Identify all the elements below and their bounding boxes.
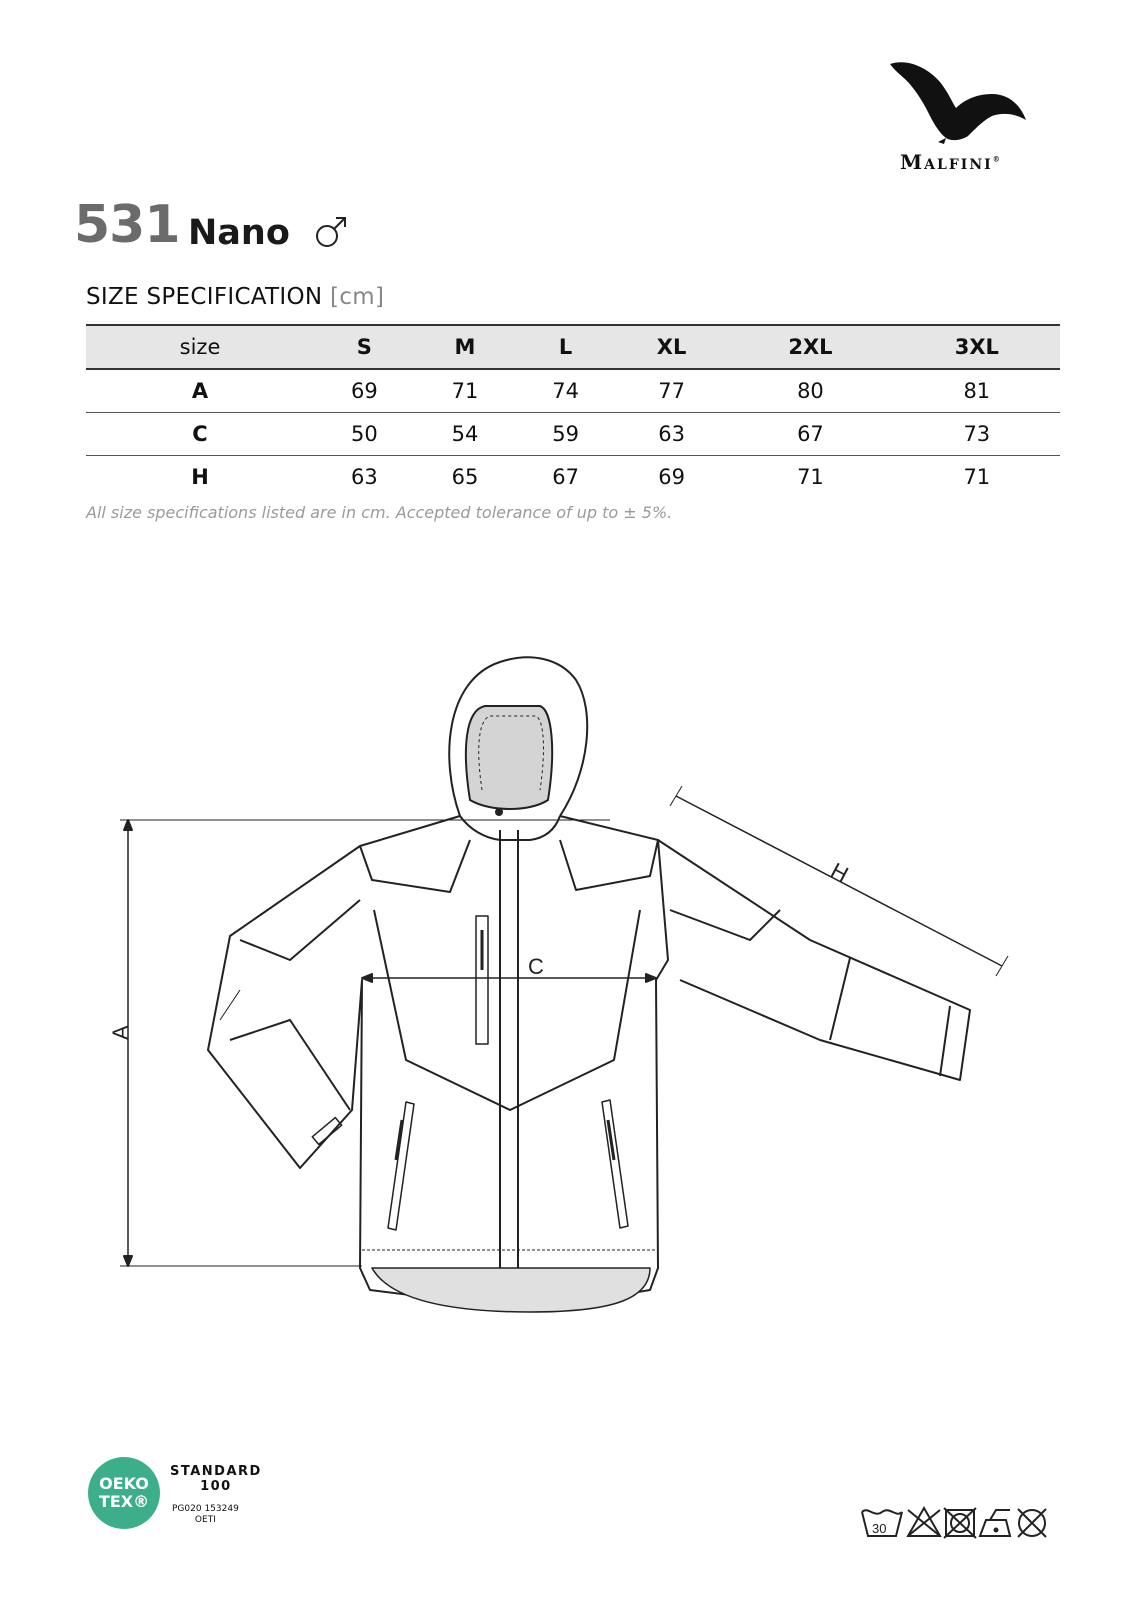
svg-text:30: 30	[872, 1521, 887, 1536]
table-cell: 59	[515, 413, 616, 456]
tolerance-note: All size specifications listed are in cm. Accepted tolerance of up to ± 5%.	[86, 503, 673, 522]
no-bleach-icon	[908, 1508, 940, 1536]
table-cell: 65	[451, 465, 479, 489]
header-cell: L	[515, 325, 616, 369]
table-cell: 69	[658, 465, 685, 489]
oeko-code-line1: PG020 153249	[172, 1504, 239, 1514]
label-c: C	[528, 954, 544, 979]
jacket-diagram	[90, 640, 1050, 1360]
no-dry-clean-icon	[1018, 1509, 1046, 1537]
size-table	[86, 324, 1060, 498]
oeko-badge-line2: TEX®	[98, 1492, 150, 1511]
table-cell: 71	[963, 465, 991, 489]
table-cell: 63	[350, 465, 378, 489]
row-label: H	[191, 465, 209, 489]
spec-title-text: SIZE SPECIFICATION	[86, 284, 323, 310]
right-sleeve	[658, 840, 970, 1080]
oeko-code-line2: OETI	[194, 1515, 216, 1525]
table-cell: 54	[415, 413, 516, 456]
spec-title	[86, 284, 384, 310]
brand-wordmark: Malfini®	[900, 150, 1002, 174]
table-row	[86, 413, 1060, 456]
oeko-standard	[170, 1464, 262, 1494]
table-cell: 71	[797, 465, 824, 489]
row-label: A	[86, 369, 314, 413]
oeko-standard-line1: STANDARD	[170, 1464, 262, 1479]
oeko-standard-line2: 100	[200, 1479, 232, 1494]
care-symbols	[860, 1502, 1050, 1542]
label-h: H	[826, 857, 853, 888]
table-cell: 67	[552, 465, 579, 489]
table-cell: 67	[727, 413, 893, 456]
table-cell: 71	[415, 369, 516, 413]
table-cell: 74	[515, 369, 616, 413]
oeko-tex-badge	[88, 1457, 160, 1529]
table-cell: 50	[314, 413, 415, 456]
oeko-badge-line1: OEKO	[99, 1474, 149, 1493]
spec-unit: [cm]	[330, 284, 385, 310]
product-name: Nano	[188, 213, 290, 253]
header-cell: size	[86, 325, 314, 369]
male-symbol-icon	[313, 214, 349, 250]
no-tumble-dry-icon	[944, 1508, 976, 1538]
row-label: C	[86, 413, 314, 456]
table-cell: 80	[727, 369, 893, 413]
table-cell: 73	[894, 413, 1060, 456]
table-cell: 63	[616, 413, 727, 456]
table-row	[86, 369, 1060, 413]
header-cell: 2XL	[727, 325, 893, 369]
header-cell: S	[314, 325, 415, 369]
oeko-code	[172, 1504, 239, 1526]
header-cell: 3XL	[894, 325, 1060, 369]
product-code: 531	[74, 195, 180, 255]
label-a: A	[108, 1025, 133, 1040]
iron-low-icon	[980, 1510, 1010, 1536]
table-cell: 81	[894, 369, 1060, 413]
header-cell: M	[415, 325, 516, 369]
header-cell: XL	[616, 325, 727, 369]
table-row	[86, 456, 1060, 499]
table-cell: 77	[616, 369, 727, 413]
table-header-row	[86, 325, 1060, 369]
center-zip	[500, 830, 518, 1268]
wash-30-icon	[862, 1510, 902, 1536]
table-cell: 69	[314, 369, 415, 413]
